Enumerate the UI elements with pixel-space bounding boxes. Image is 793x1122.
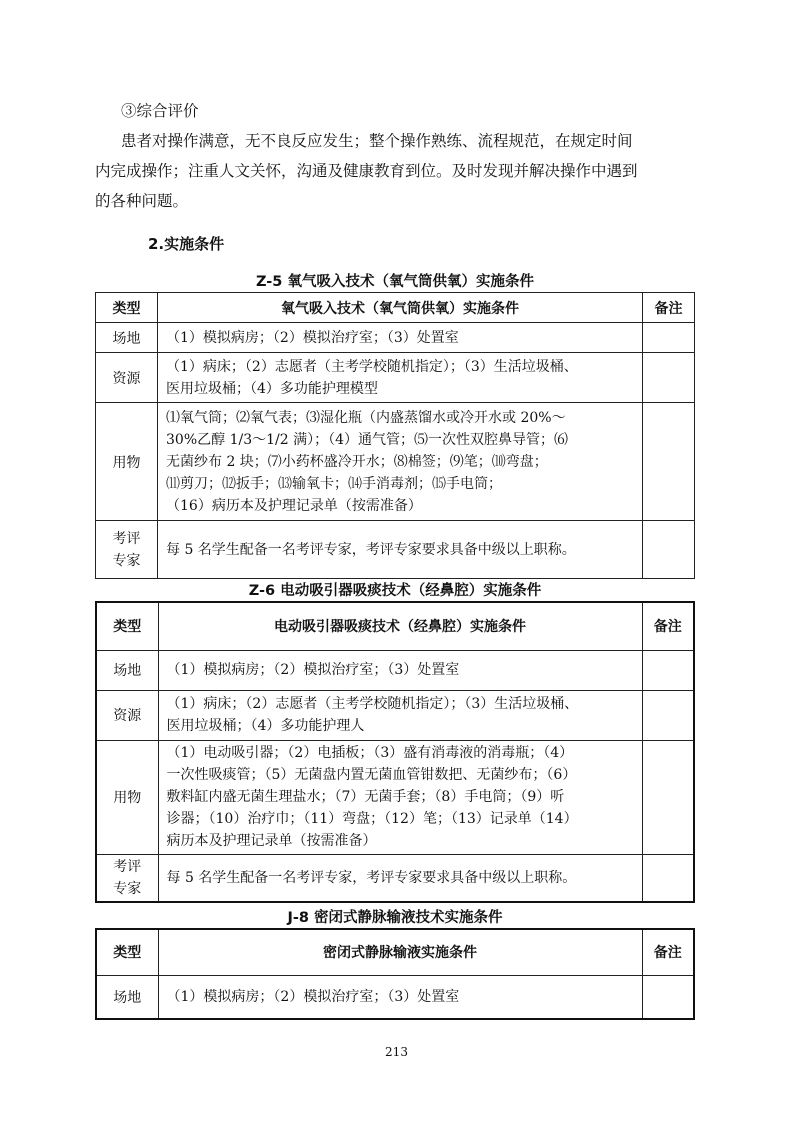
cell-type: 资源 xyxy=(96,690,158,740)
evaluation-line-1: 患者对操作满意，无不良反应发生；整个操作熟练、流程规范，在规定时间 xyxy=(121,132,633,150)
evaluation-heading: ③综合评价 xyxy=(121,102,199,120)
cell-type xyxy=(96,521,158,579)
cell-line: ⑴氧气筒；⑵氧气表；⑶湿化瓶（内盛蒸馏水或冷开水或 20%～ xyxy=(166,409,566,426)
header-note: 备注 xyxy=(642,602,694,650)
cell-content xyxy=(158,353,643,403)
table-row xyxy=(96,293,695,323)
cell-content xyxy=(158,975,642,1019)
cell-type-line: 考评 xyxy=(113,858,142,875)
cell-type-line: 专家 xyxy=(112,552,141,569)
cell-type xyxy=(96,854,158,902)
table-row xyxy=(96,740,694,854)
table-row xyxy=(96,650,694,690)
evaluation-line-2: 内完成操作；注重人文关怀，沟通及健康教育到位。及时发现并解决操作中遇到 xyxy=(95,162,638,180)
cell-content xyxy=(158,521,643,579)
header-type: 类型 xyxy=(96,293,158,323)
header-type: 类型 xyxy=(96,602,158,650)
table-row xyxy=(96,353,695,403)
cell-line: 诊器；（10）治疗巾；（11）弯盘；（12）笔；（13）记录单（14） xyxy=(166,811,578,827)
header-type: 类型 xyxy=(96,929,158,975)
cell-type: 场地 xyxy=(96,975,158,1019)
table-z6-caption: Z-6 电动吸引器吸痰技术（经鼻腔）实施条件 xyxy=(248,583,542,599)
header-note: 备注 xyxy=(642,929,694,975)
cell-type: 场地 xyxy=(96,323,158,353)
cell-line: （1）模拟病房；（2）模拟治疗室；（3）处置室 xyxy=(166,662,460,678)
cell-line: 医用垃圾桶；（4）多功能护理模型 xyxy=(166,380,378,397)
cell-line: （1）模拟病房；（2）模拟治疗室；（3）处置室 xyxy=(166,988,460,1005)
table-z5 xyxy=(95,292,695,579)
cell-content xyxy=(158,650,642,690)
cell-note xyxy=(642,650,694,690)
cell-line: 30%乙醇 1/3～1/2 满）；（4）通气管；⑸一次性双腔鼻导管；⑹ xyxy=(166,431,568,448)
section-heading: 2.实施条件 xyxy=(148,235,225,253)
table-row xyxy=(96,602,694,650)
table-z5-caption: Z-5 氧气吸入技术（氧气筒供氧）实施条件 xyxy=(256,274,534,290)
cell-type: 用物 xyxy=(96,740,158,854)
cell-line: 无菌纱布 2 块；⑺小药杯盛冷开水；⑻棉签；⑼笔；⑽弯盘； xyxy=(166,453,548,470)
cell-content xyxy=(158,403,643,521)
cell-type: 资源 xyxy=(96,353,158,403)
evaluation-line-3: 的各种问题。 xyxy=(95,192,189,210)
cell-line: （1）病床；（2）志愿者（主考学校随机指定）；（3）生活垃圾桶、 xyxy=(166,696,579,712)
cell-content xyxy=(158,690,642,740)
cell-note xyxy=(642,975,694,1019)
cell-note xyxy=(643,323,695,353)
cell-line: （1）电动吸引器；（2）电插板；（3）盛有消毒液的消毒瓶；（4） xyxy=(166,745,574,761)
table-j8 xyxy=(95,928,695,1020)
cell-line: （16）病历本及护理记录单（按需准备） xyxy=(166,497,422,514)
cell-note xyxy=(643,521,695,579)
header-content: 氧气吸入技术（氧气筒供氧）实施条件 xyxy=(158,293,643,323)
cell-type-line: 考评 xyxy=(112,530,141,547)
table-row xyxy=(96,403,695,521)
cell-line: （1）模拟病房；（2）模拟治疗室；（3）处置室 xyxy=(166,329,459,346)
cell-content xyxy=(158,323,643,353)
table-j8-caption: J-8 密闭式静脉输液技术实施条件 xyxy=(287,910,503,926)
table-row xyxy=(96,521,695,579)
cell-note xyxy=(642,740,694,854)
cell-line: 一次性吸痰管；（5）无菌盘内置无菌血管钳数把、无菌纱布；（6） xyxy=(166,767,577,783)
cell-line: 敷料缸内盛无菌生理盐水；（7）无菌手套；（8）手电筒；（9）听 xyxy=(166,789,565,805)
cell-type: 用物 xyxy=(96,403,158,521)
table-row xyxy=(96,854,694,902)
cell-note xyxy=(643,353,695,403)
cell-content xyxy=(158,740,642,854)
header-content: 电动吸引器吸痰技术（经鼻腔）实施条件 xyxy=(158,602,642,650)
table-row xyxy=(96,929,694,975)
cell-line: ⑾剪刀；⑿扳手；⒀输氧卡；⒁手消毒剂；⒂手电筒； xyxy=(166,475,502,492)
cell-type: 场地 xyxy=(96,650,158,690)
table-row xyxy=(96,323,695,353)
cell-note xyxy=(643,403,695,521)
cell-content xyxy=(158,854,642,902)
cell-note xyxy=(642,854,694,902)
table-z6 xyxy=(95,601,695,903)
cell-type-line: 专家 xyxy=(113,880,142,897)
cell-line: 医用垃圾桶；（4）多功能护理人 xyxy=(166,718,365,734)
cell-line: 病历本及护理记录单（按需准备） xyxy=(166,833,377,849)
cell-line: 每 5 名学生配备一名考评专家，考评专家要求具备中级以上职称。 xyxy=(166,541,576,558)
table-row xyxy=(96,975,694,1019)
header-note: 备注 xyxy=(643,293,695,323)
cell-note xyxy=(642,690,694,740)
header-content: 密闭式静脉输液实施条件 xyxy=(158,929,642,975)
cell-line: 每 5 名学生配备一名考评专家，考评专家要求具备中级以上职称。 xyxy=(166,869,577,886)
evaluation-paragraph xyxy=(95,126,681,216)
page-number: 213 xyxy=(385,1045,408,1059)
cell-line: （1）病床；（2）志愿者（主考学校随机指定）；（3）生活垃圾桶、 xyxy=(166,358,578,375)
table-row xyxy=(96,690,694,740)
